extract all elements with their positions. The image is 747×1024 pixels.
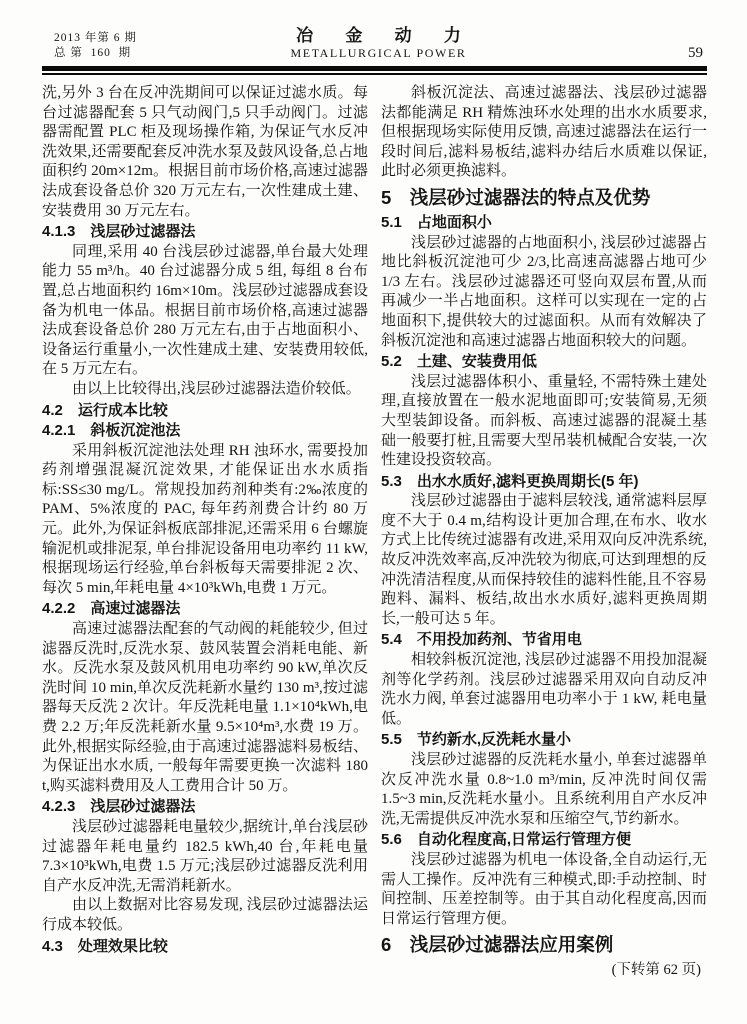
section-heading: 5.5 节约新水,反洗耗水量小: [381, 731, 572, 749]
paragraph: 浅层砂过滤器的反洗耗水量小, 单套过滤器单次反冲洗水量 0.8~1.0 m³/min, 反冲洗时间仅需 1.5~3 min,反洗耗水量小。且系统利用自产水反冲洗,无需提供反冲洗水泵和压缩空气,节约新水。: [381, 752, 707, 827]
journal-title-cn: 冶 金 动 力: [296, 26, 475, 45]
header-divider: [42, 66, 707, 75]
paragraph: 洗,另外 3 台在反冲洗期间可以保证过滤水质。每台过滤器配套 5 只气动阀门,5 只手动阀门。过滤器需配置 PLC 柜及现场操作箱, 为保证气水反冲洗效果,还需要配套反冲洗水泵及鼓风设备,总占地面积约 20m×12m。根据目前市场价格,高速过滤器法成套设备总价 320 万元左右,一次性建成土建、安装费用 30 万元左右。: [42, 85, 368, 219]
page-number: 59: [688, 45, 703, 61]
two-column-body: [42, 84, 707, 981]
paragraph: 由以上比较得出,浅层砂过滤器法造价较低。: [72, 380, 361, 397]
paragraph: 浅层砂过滤器的占地面积小, 浅层砂过滤器占地比斜板沉淀池可少 2/3,比高速高滤器占地可少 1/3 左右。浅层砂过滤器还可竖向双层布置,从而再减少一半占地面积。这样可以实现在一定的占地面积下,提供较大的过滤面积。从而有效解决了斜板沉淀池和高速过滤器占地面积较大的问题。: [381, 234, 707, 349]
continued-on-page-note: (下转第 62 页): [611, 962, 701, 979]
section-heading: 5.6 自动化程度高,日常运行管理方便: [381, 831, 632, 849]
paragraph: 相较斜板沉淀池, 浅层砂过滤器不用投加混凝剂等化学药剂。浅层砂过滤器采用双向自动反冲洗水力阀, 单套过滤器用电功率小于 1 kW, 耗电量低。: [381, 652, 707, 727]
section-heading: 4.3 处理效果比较: [42, 937, 168, 955]
section-heading: 5.2 土建、安装费用低: [381, 353, 537, 371]
section-heading: 5.4 不用投加药剂、节省用电: [381, 631, 582, 649]
left-column: [42, 84, 368, 981]
section-heading: 4.2.3 浅层砂过滤器法: [42, 798, 196, 816]
journal-title-block: [204, 26, 553, 61]
issue-line1: 2013 年第 6 期: [54, 32, 137, 44]
paragraph: 采用斜板沉淀池法处理 RH 浊环水, 需要投加药剂增强混凝沉淀效果, 才能保证出水水质指标:SS≤30 mg/L。常规投加药剂种类有:2‰浓度的 PAM、5%浓度的 PAC, 每年药剂费合计约 80 万元。此外,为保证斜板底部排泥,还需采用 6 台螺旋输泥机或排泥泵, 单台排泥设备用电功率约 11 kW,根据现场运行经验,单台斜板每天需要排泥 2 次、每次 5 min,年耗电量 4×10³kWh,电费 1 万元。: [42, 442, 368, 596]
paragraph: 浅层砂过滤器由于滤料层较浅, 通常滤料层厚度不大于 0.4 m,结构设计更加合理,在布水、收水方式上比传统过滤器有改进,采用双向反冲洗系统,故反冲洗效率高,反冲洗较为彻底,可达到理想的反冲洗清洁程度,从而保持较佳的滤料性能,且不容易跑料、漏料、板结,故出水水质好,滤料更换周期长,一般可达 5 年。: [381, 493, 707, 627]
paragraph: 浅层砂过滤器耗电量较少,据统计,单台浅层砂过滤器年耗电量约 182.5 kWh,40 台,年耗电量 7.3×10³kWh,电费 1.5 万元;浅层砂过滤器反洗利用自产水反冲洗,无需消耗新水。: [42, 818, 368, 894]
section-heading: 4.2.2 高速过滤器法: [42, 600, 181, 618]
paragraph: 同理,采用 40 台浅层砂过滤器,单台最大处理能力 55 m³/h。40 台过滤器分成 5 组, 每组 8 台布置,总占地面积约 16m×10m。浅层砂过滤器成套设备为机电一体品。根据目前市场价格,高速过滤器法成套设备总价 280 万元左右,由于占地面积小、设备运行重量小,一次性建成土建、安装费用较低,在 5 万元左右。: [42, 243, 368, 378]
section-heading: 4.2.1 斜板沉淀池法: [42, 422, 181, 440]
issue-info: [42, 31, 204, 61]
paragraph: 由以上数据对比容易发现, 浅层砂过滤器法运行成本较低。: [42, 897, 368, 933]
right-column: [381, 84, 707, 981]
section-heading: 5.1 占地面积小: [381, 213, 492, 231]
section-heading: 5.3 出水水质好,滤料更换周期长(5 年): [381, 472, 639, 490]
section-heading: 4.1.3 浅层砂过滤器法: [42, 223, 196, 241]
journal-title-en: METALLURGICAL POWER: [290, 46, 467, 60]
chapter-heading: 6 浅层砂过滤器法应用案例: [381, 934, 614, 956]
paragraph: 浅层过滤器体积小、重量轻, 不需特殊土建处理,直接放置在一般水泥地面即可;安装简易,无须大型装卸设备。而斜板、高速过滤器的混凝土基础一般要打桩,且需要大型吊装机械配合安装,一次性建设投资较高。: [381, 373, 707, 469]
chapter-heading: 5 浅层砂过滤器法的特点及优势: [381, 186, 651, 208]
issue-line2: 总 第 160 期: [54, 47, 132, 59]
page-header: [42, 26, 707, 61]
paragraph: 浅层砂过滤器为机电一体设备,全自动运行,无需人工操作。反冲洗有三种模式,即:手动控制、时间控制、压差控制等。由于其自动化程度高,因而日常运行管理方便。: [381, 851, 707, 927]
section-heading: 4.2 运行成本比较: [42, 401, 168, 419]
paragraph: 斜板沉淀法、高速过滤器法、浅层砂过滤器法都能满足 RH 精炼浊环水处理的出水水质要求, 但根据现场实际使用反馈, 高速过滤器法在运行一段时间后,滤料易板结,滤料办结后水质难以保证,此时必须更换滤料。: [381, 85, 707, 180]
paragraph: 高速过滤器法配套的气动阀的耗能较少, 但过滤器反洗时,反洗水泵、鼓风装置会消耗电能、新水。反洗水泵及鼓风机用电功率约 90 kW,单次反洗时间 10 min,单次反洗耗新水量约 130 m³,按过滤器每天反洗 2 次计。年反洗耗电量 1.1×10⁴kWh,电费 2.2 万;年反洗耗新水量 9.5×10⁴m³,水费 19 万。此外,根据实际经验,由于高速过滤器滤料易板结、为保证出水水质, 一般每年需要更换一次滤料 180 t,购买滤料费用及人工费用合计 50 万。: [42, 621, 368, 794]
